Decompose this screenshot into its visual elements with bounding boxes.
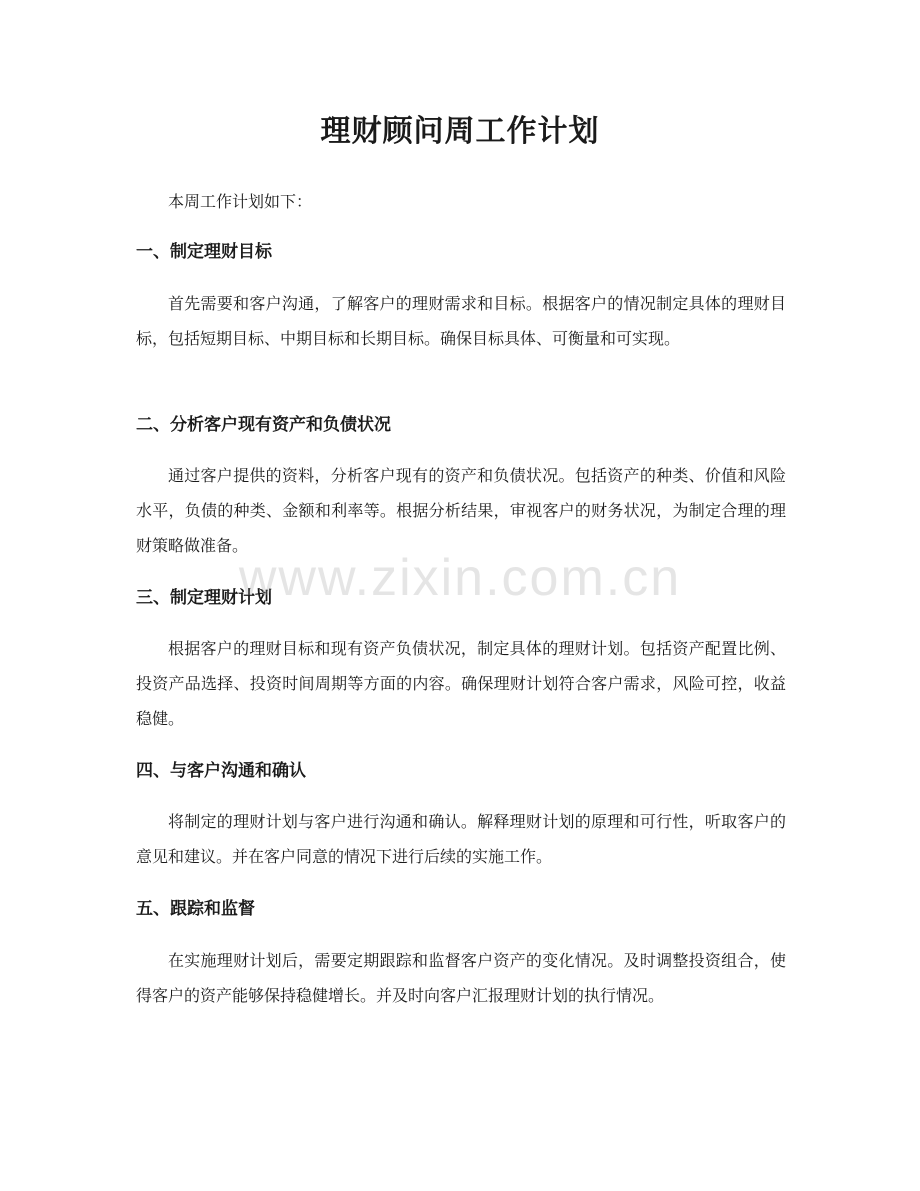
section-body-4: 将制定的理财计划与客户进行沟通和确认。解释理财计划的原理和可行性，听取客户的意见和建议。并在客户同意的情况下进行后续的实施工作。 xyxy=(136,812,786,866)
section-heading-2: 二、分析客户现有资产和负债状况 xyxy=(136,415,391,435)
section-body-3: 根据客户的理财目标和现有资产负债状况，制定具体的理财计划。包括资产配置比例、投资产品选择、投资时间周期等方面的内容。确保理财计划符合客户需求，风险可控，收益稳健。 xyxy=(136,639,786,728)
section-heading-4: 四、与客户沟通和确认 xyxy=(136,761,306,781)
document-title: 理财顾问周工作计划 xyxy=(320,114,600,149)
section-body-1: 首先需要和客户沟通，了解客户的理财需求和目标。根据客户的情况制定具体的理财目标，包括短期目标、中期目标和长期目标。确保目标具体、可衡量和可实现。 xyxy=(136,294,786,348)
section-body-5: 在实施理财计划后，需要定期跟踪和监督客户资产的变化情况。及时调整投资组合，使得客户的资产能够保持稳健增长。并及时向客户汇报理财计划的执行情况。 xyxy=(136,951,786,1005)
section-heading-5: 五、跟踪和监督 xyxy=(136,899,255,919)
section-heading-1: 一、制定理财目标 xyxy=(136,242,272,262)
section-body-2: 通过客户提供的资料，分析客户现有的资产和负债状况。包括资产的种类、价值和风险水平，负债的种类、金额和利率等。根据分析结果，审视客户的财务状况，为制定合理的理财策略做准备。 xyxy=(136,466,786,555)
section-heading-3: 三、制定理财计划 xyxy=(136,588,272,608)
watermark: www.zixin.com.cn xyxy=(238,549,682,607)
intro-paragraph: 本周工作计划如下： xyxy=(168,192,313,211)
